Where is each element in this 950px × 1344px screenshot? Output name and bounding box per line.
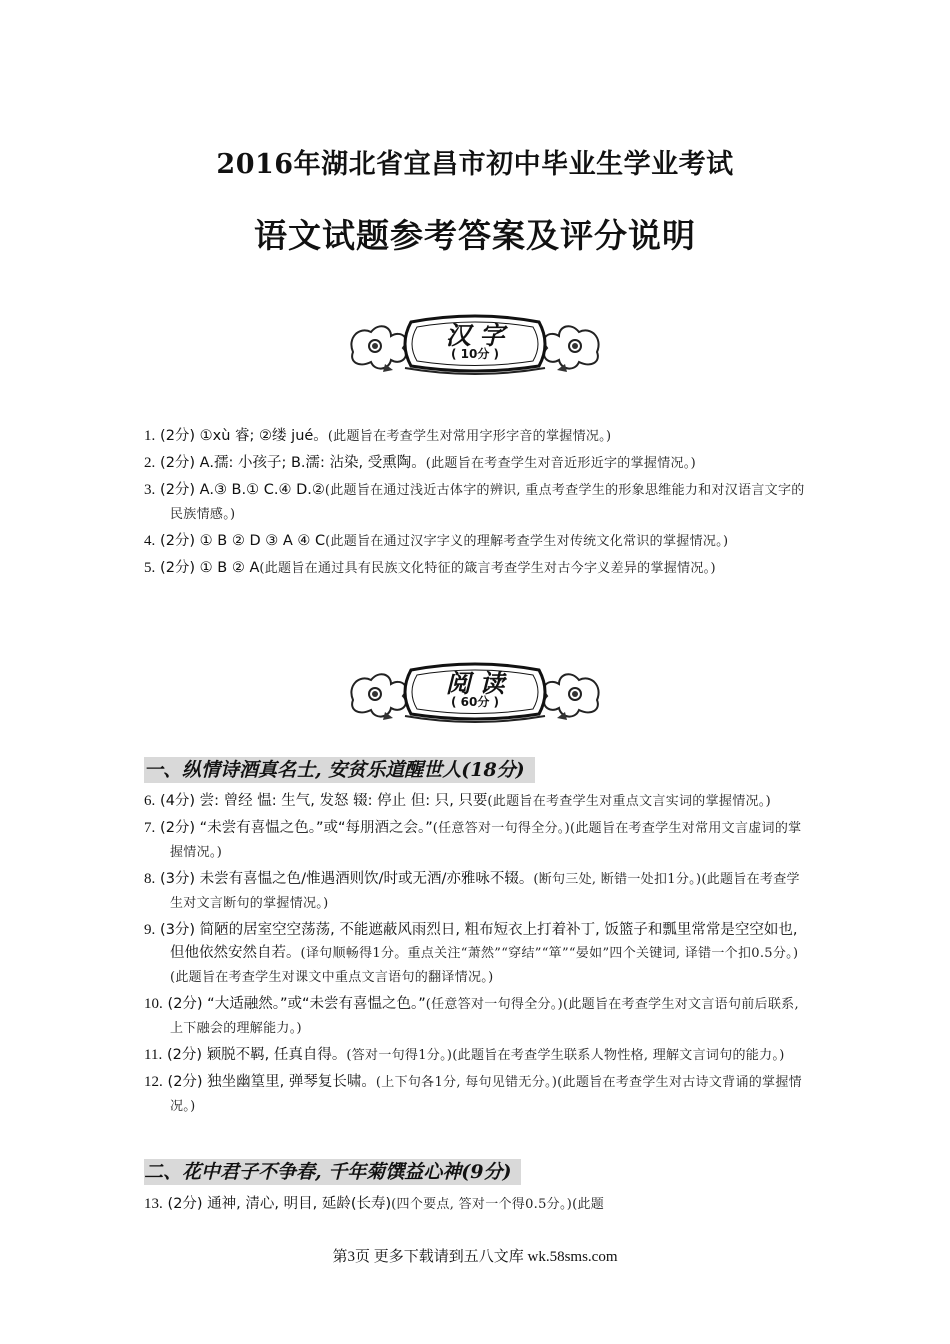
item-number: 8. [144, 871, 156, 887]
item-number: 4. [144, 533, 156, 549]
item-note: (此题旨在通过具有民族文化特征的箴言考查学生对古今字义差异的掌握情况。) [259, 561, 716, 576]
item-note: (上下句各1分, 每句见错无分。)(此题旨在考查学生对古诗文背诵的掌握情况。) [170, 1075, 802, 1114]
item-note: (断句三处, 断错一处扣1分。)(此题旨在考查学生对文言断句的掌握情况。) [170, 872, 800, 911]
item-answer: (2分) 通神, 清心, 明目, 延龄(长寿) [167, 1196, 392, 1212]
list-item [144, 424, 810, 448]
item-number: 10. [144, 996, 163, 1012]
list-item [144, 451, 810, 475]
banner-label: 阅 读 [445, 669, 505, 698]
list-item [144, 529, 810, 553]
list-item [144, 992, 810, 1040]
section-heading: 一、纵情诗酒真名士, 安贫乐道醒世人(18分) [144, 757, 535, 783]
item-note: (此题旨在通过汉字字义的理解考查学生对传统文化常识的掌握情况。) [325, 534, 729, 549]
item-note: (此题旨在考查学生对常用字形字音的掌握情况。) [327, 429, 612, 444]
item-note: (译句顺畅得1分。重点关注“萧然”“穿结”“箪”“晏如”四个关键词, 译错一个扣0.5分。)(此题旨在考查学生对课文中重点文言语句的翻译情况。) [170, 946, 799, 985]
list-item [144, 789, 810, 813]
item-number: 3. [144, 482, 156, 498]
list-item [144, 1070, 810, 1118]
item-number: 12. [144, 1074, 163, 1090]
item-note: (此题旨在考查学生对重点文言实词的掌握情况。) [487, 794, 771, 809]
list-item [144, 918, 810, 989]
item-number: 7. [144, 820, 156, 836]
item-number: 6. [144, 793, 156, 809]
hanzi-answer-list [144, 424, 810, 583]
item-number: 13. [144, 1196, 163, 1212]
item-answer: (2分) A.③ B.① C.④ D.② [160, 482, 325, 498]
item-answer: (2分) ① B ② A [160, 560, 260, 576]
page-title: 2016年湖北省宜昌市初中毕业生学业考试 [216, 149, 734, 180]
item-note: (任意答对一句得全分。)(此题旨在考查学生对文言语句前后联系, 上下融会的理解能力。) [170, 997, 799, 1036]
banner-score: ( 60分 ) [450, 695, 500, 709]
item-answer: (2分) 颖脱不羁, 任真自得。 [166, 1047, 347, 1063]
item-answer: (2分) “大适融然。”或“未尝有喜愠之色。” [167, 996, 426, 1012]
page-subtitle: 语文试题参考答案及评分说明 [254, 216, 696, 255]
item-answer: (2分) ①xù 睿; ②缕 jué。 [160, 428, 328, 444]
section-heading: 二、花中君子不争春, 千年菊馔益心神(9分) [144, 1159, 521, 1185]
list-item [144, 867, 810, 915]
item-answer: (3分) 简陋的居室空空荡荡, 不能遮蔽风雨烈日, 粗布短衣上打着补丁, 饭篮子和瓢里常常是空空如也, 但他依然安然自若。 [160, 922, 798, 961]
item-number: 2. [144, 455, 156, 471]
list-item [144, 1043, 810, 1067]
item-answer: (2分) 独坐幽篁里, 弹琴复长啸。 [167, 1074, 376, 1090]
item-note: (答对一句得1分。)(此题旨在考查学生联系人物性格, 理解文言词句的能力。) [346, 1048, 785, 1063]
item-number: 1. [144, 428, 156, 444]
reading-answer-list-2 [144, 1192, 810, 1219]
list-item [144, 816, 810, 864]
list-item [144, 1192, 810, 1216]
item-number: 9. [144, 922, 156, 938]
item-answer: (2分) ① B ② D ③ A ④ C [160, 533, 326, 549]
list-item [144, 556, 810, 580]
section-banner-reading [345, 656, 605, 728]
item-number: 5. [144, 560, 156, 576]
item-answer: (3分) 未尝有喜愠之色/惟遇酒则饮/时或无酒/亦雅咏不辍。 [160, 871, 534, 887]
item-note: (四个要点, 答对一个得0.5分。)(此题 [391, 1197, 605, 1212]
item-number: 11. [144, 1047, 163, 1063]
reading-answer-list [144, 789, 810, 1121]
item-answer: (2分) “未尝有喜愠之色。”或“每朋酒之会。” [160, 820, 433, 836]
item-note: (此题旨在通过浅近古体字的辨识, 重点考查学生的形象思维能力和对汉语言文字的民族情感。) [170, 483, 805, 522]
section-banner-hanzi [345, 308, 605, 380]
item-answer: (4分) 尝: 曾经 愠: 生气, 发怒 辍: 停止 但: 只, 只要 [160, 793, 488, 809]
item-note: (此题旨在考查学生对音近形近字的掌握情况。) [425, 456, 696, 471]
banner-label: 汉 字 [445, 321, 505, 350]
item-note: (任意答对一句得全分。)(此题旨在考查学生对常用文言虚词的掌握情况。) [170, 821, 802, 860]
banner-score: ( 10分 ) [450, 347, 500, 361]
page-footer: 第3页 更多下载请到五八文库 wk.58sms.com [332, 1249, 618, 1265]
list-item [144, 478, 810, 526]
item-answer: (2分) A.孺: 小孩子; B.濡: 沾染, 受熏陶。 [160, 455, 426, 471]
